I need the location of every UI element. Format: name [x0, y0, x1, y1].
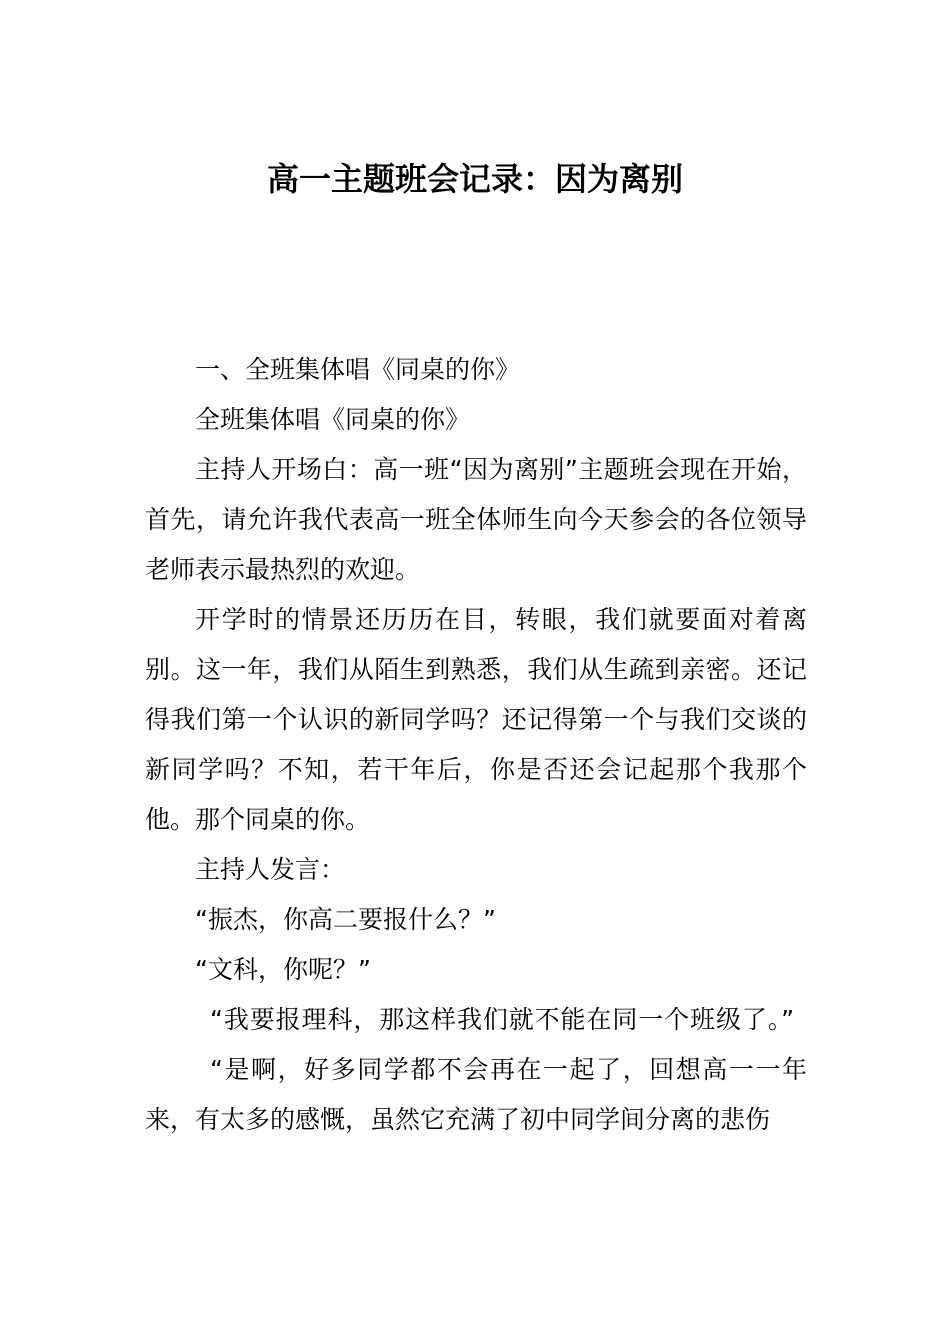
paragraph-dialogue-3: “我要报理科，那这样我们就不能在同一个班级了。” — [210, 1005, 796, 1034]
paragraph-dialogue-1: “振杰，你高二要报什么？” — [195, 905, 496, 934]
paragraph-reflection: 开学时的情景还历历在目，转眼，我们就要面对着离别。这一年，我们从陌生到熟悉，我们从生疏到亲密。还记得我们第一个认识的新同学吗？还记得第一个与我们交谈的新同学吗？不知，若干年后，你是否还会记起那个我那个他。那个同桌的你。 — [145, 605, 807, 834]
paragraph-activity: 全班集体唱《同桌的你》 — [195, 405, 471, 434]
paragraph-opening-remarks: 主持人开场白：高一班“因为离别”主题班会现在开始，首先，请允许我代表高一班全体师生向今天参会的各位领导老师表示最热烈的欢迎。 — [145, 455, 807, 584]
paragraph-host-speech-label: 主持人发言： — [195, 855, 346, 884]
document-title: 高一主题班会记录：因为离别 — [266, 160, 683, 198]
paragraph-section-heading: 一、全班集体唱《同桌的你》 — [195, 355, 521, 384]
paragraph-dialogue-2: “文科，你呢？” — [195, 955, 371, 984]
document-body — [145, 345, 807, 1145]
paragraph-dialogue-4: “是啊，好多同学都不会再在一起了，回想高一一年来，有太多的感慨，虽然它充满了初中同学间分离的悲伤 — [145, 1055, 807, 1134]
